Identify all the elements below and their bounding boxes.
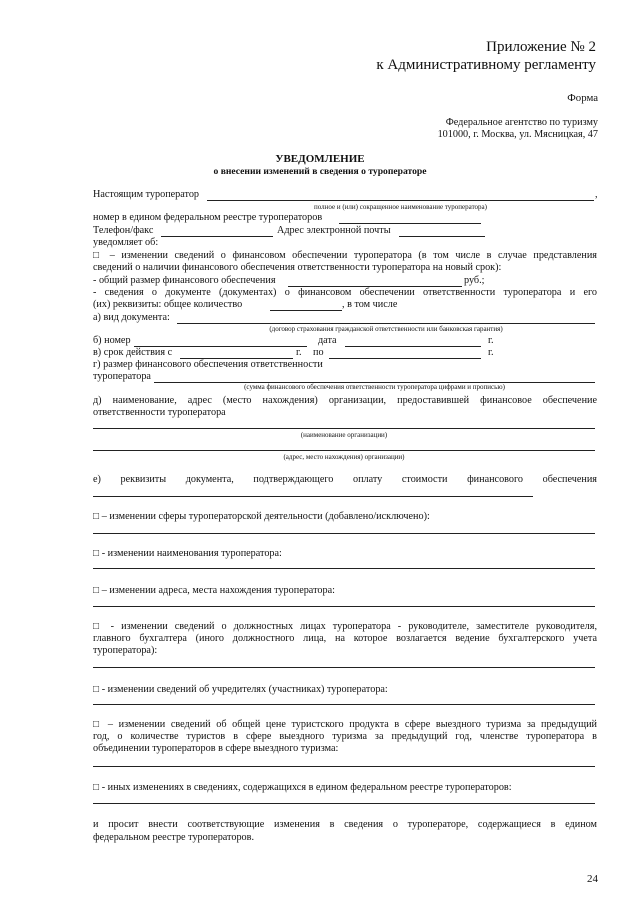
org-line-1: д) наименование, адрес (место нахождения) организации, предоставившей финансовое обеспечение <box>93 395 597 406</box>
other-change-field[interactable] <box>93 803 595 804</box>
operator-label: Настоящим туроператор <box>93 189 200 200</box>
doc-date-g: г. <box>488 335 494 346</box>
sphere-change-item[interactable]: □ – изменении сферы туроператорской деятельности (добавлено/исключено): <box>93 511 430 522</box>
validity-label: в) срок действия с <box>93 347 173 358</box>
finance-amount-label-2: туроператора <box>93 371 151 382</box>
doc-line-1: - сведения о документе (документах) о финансовом обеспечении ответственности туроператора и его <box>93 287 597 298</box>
payment-docs-field[interactable] <box>93 496 533 497</box>
phone-fax-label: Телефон/факс <box>93 225 154 236</box>
doc-type-label: а) вид документа: <box>93 312 170 323</box>
doc-count-label: (их) реквизиты: общее количество <box>93 299 243 310</box>
price-change-line-3: объединении туроператоров в сфере выездного туризма: <box>93 743 339 754</box>
doc-count-field[interactable] <box>270 310 342 311</box>
org-name-field[interactable] <box>93 428 595 429</box>
org-line-2: ответственности туроператора <box>93 407 226 418</box>
operator-caption: полное и (или) сокращенное наименование туроператора) <box>314 203 487 211</box>
registry-number-field[interactable] <box>339 223 481 224</box>
doc-type-field[interactable] <box>177 323 595 324</box>
regulation-label: к Административному регламенту <box>376 57 596 73</box>
finance-amount-caption: (сумма финансового обеспечения ответственности туроператора цифрами и прописью) <box>244 383 505 391</box>
operator-comma: , <box>595 189 598 200</box>
officials-change-line-1[interactable]: □ - изменении сведений о должностных лицах туроператора - руководителе, заместителе руководителя, <box>93 621 597 632</box>
payment-docs-line: е) реквизиты документа, подтверждающего оплату стоимости финансового обеспечения <box>93 474 597 485</box>
name-change-field[interactable] <box>93 568 595 569</box>
registry-number-label: номер в едином федеральном реестре туроператоров <box>93 212 323 223</box>
doc-date-label: дата <box>318 335 337 346</box>
email-field[interactable] <box>399 236 485 237</box>
email-label: Адрес электронной почты <box>277 225 391 236</box>
finance-amount-label-1: г) размер финансового обеспечения ответственности <box>93 359 323 370</box>
other-change-item[interactable]: □ - иных изменениях в сведениях, содержащихся в едином федеральном реестре туроператоров: <box>93 782 512 793</box>
form-label: Форма <box>567 92 598 104</box>
officials-change-line-3: туроператора): <box>93 645 158 656</box>
sphere-change-field[interactable] <box>93 533 595 534</box>
officials-change-line-2: главного бухгалтера (иного должностного лица, на которое возлагается ведение бухгалтерского учета <box>93 633 597 644</box>
doc-date-field[interactable] <box>345 346 481 347</box>
price-change-field[interactable] <box>93 766 595 767</box>
validity-g2: г. <box>488 347 494 358</box>
doc-count-suffix: , в том числе <box>342 299 398 310</box>
officials-change-field[interactable] <box>93 667 595 668</box>
price-change-line-2: год, о количестве туристов в сфере выездного туризма за предыдущий год, членстве туроператора в <box>93 731 597 742</box>
validity-g1: г. <box>296 347 302 358</box>
finance-total-label: - общий размер финансового обеспечения <box>93 275 276 286</box>
price-change-line-1[interactable]: □ – изменении сведений об общей цене туристского продукта в сфере выездного туризма за предыдущий <box>93 719 597 730</box>
name-change-item[interactable]: □ - изменении наименования туроператора: <box>93 548 282 559</box>
doc-type-caption: (договор страхования гражданской ответственности или банковская гарантия) <box>269 325 503 333</box>
finance-line-1: □ – изменении сведений о финансовом обеспечении туроператора (в том числе в случае представления <box>93 250 597 261</box>
founders-change-field[interactable] <box>93 704 595 705</box>
rub-label: руб.; <box>464 275 485 286</box>
org-address-caption: (адрес, место нахождения) организации) <box>283 453 405 461</box>
operator-name-field[interactable] <box>207 200 594 201</box>
address-change-item[interactable]: □ – изменении адреса, места нахождения туроператора: <box>93 585 335 596</box>
document-title: УВЕДОМЛЕНИЕ <box>275 153 365 165</box>
page-number: 24 <box>587 873 598 885</box>
doc-number-label: б) номер <box>93 335 131 346</box>
notifies-label: уведомляет об: <box>93 237 159 248</box>
validity-to-field[interactable] <box>329 358 481 359</box>
appendix-label: Приложение № 2 <box>486 39 596 55</box>
document-subtitle: о внесении изменений в сведения о туроператоре <box>213 166 427 177</box>
address-change-field[interactable] <box>93 606 595 607</box>
closing-line-1: и просит внести соответствующие изменения в сведения о туроператоре, содержащиеся в едином <box>93 819 597 830</box>
phone-fax-field[interactable] <box>161 236 273 237</box>
agency-address: 101000, г. Москва, ул. Мясницкая, 47 <box>437 129 598 140</box>
org-name-caption: (наименование организации) <box>300 431 388 439</box>
org-address-field[interactable] <box>93 450 595 451</box>
agency-name: Федеральное агентство по туризму <box>445 117 598 128</box>
finance-line-2: сведений о наличии финансового обеспечения ответственности туроператора на новый срок): <box>93 262 502 273</box>
closing-line-2: федеральном реестре туроператоров. <box>93 832 255 843</box>
validity-po: по <box>313 347 324 358</box>
founders-change-item[interactable]: □ - изменении сведений об учредителях (участниках) туроператора: <box>93 684 388 695</box>
